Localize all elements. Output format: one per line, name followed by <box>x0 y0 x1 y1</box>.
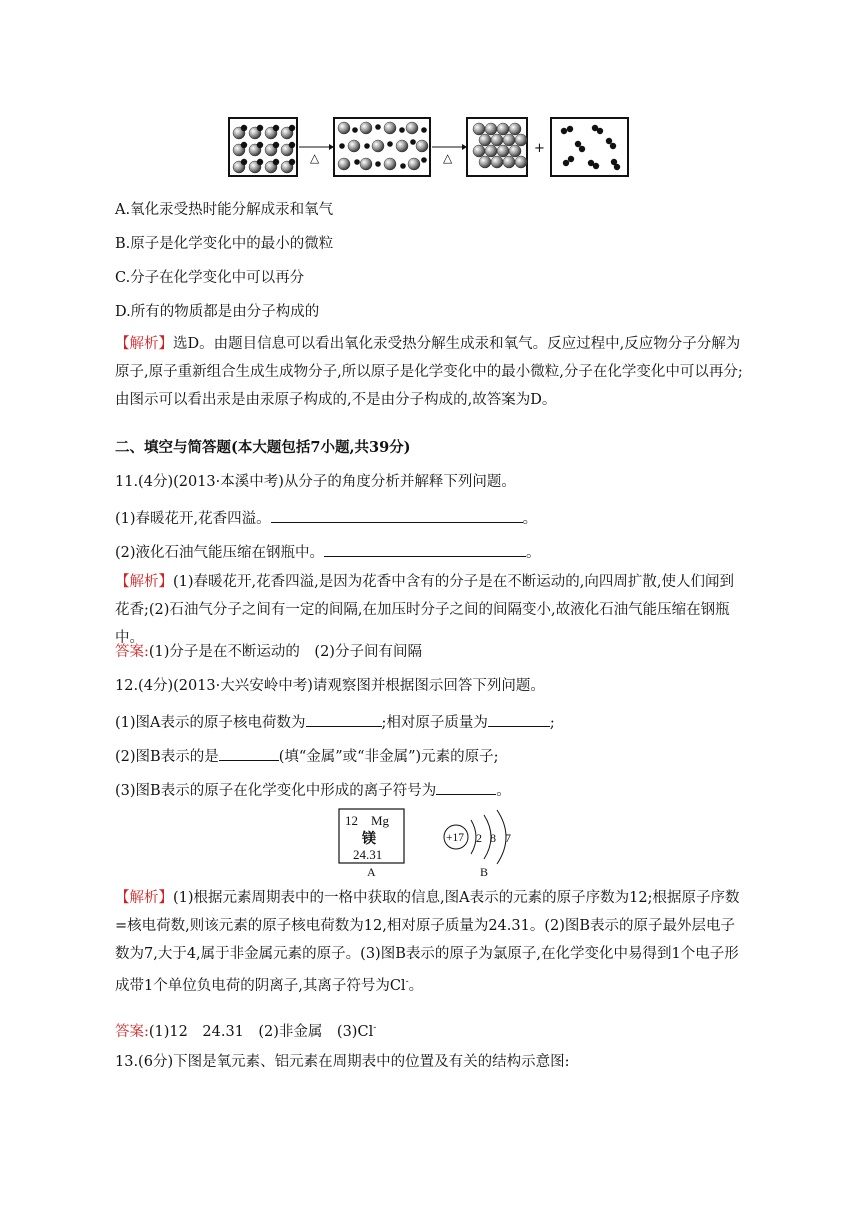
q12-analysis-sup: - <box>405 977 409 987</box>
oxygen-atom <box>289 159 295 165</box>
reaction-diagram <box>226 116 636 182</box>
mercury-atom <box>515 156 527 168</box>
oxygen-atom <box>241 142 247 148</box>
analysis-tag: 【解析】 <box>115 890 173 906</box>
q11-part1-text: (1)春暖花开,花香四溢。 <box>115 511 271 527</box>
oxygen-atom <box>257 142 263 148</box>
option-d: D.所有的物质都是由分子构成的 <box>115 304 320 320</box>
mercury-atom <box>491 156 503 168</box>
q12-blank-3[interactable] <box>219 744 279 761</box>
q11-part1 <box>115 506 537 529</box>
mercury-atom <box>497 145 509 157</box>
atomic-number: 12 <box>345 813 358 828</box>
q11-part2 <box>115 540 541 563</box>
q11-stem: 11.(4分)(2013·本溪中考)从分子的角度分析并解释下列问题。 <box>115 474 516 490</box>
analysis-tag: 【解析】 <box>115 336 173 352</box>
oxygen-atom <box>399 127 405 133</box>
element-name: 镁 <box>362 831 376 847</box>
figure-b-label: B <box>480 865 489 878</box>
q13-stem: 13.(6分)下图是氧元素、铝元素在周期表中的位置及有关的结构示意图: <box>115 1054 570 1070</box>
q10-analysis-text: 选D。由题目信息可以看出氧化汞受热分解生成汞和氧气。反应过程中,反应物分子分解为原子,原子重新组合生成生成物分子,所以原子是化学变化中的最小微粒,分子在化学变化中可以再分;由图示可以看出汞是由汞原子构成的,不是由分子构成的,故答案为D。 <box>115 336 743 408</box>
oxygen-atom <box>241 125 247 131</box>
q12-part1-text-a: (1)图A表示的原子核电荷数为 <box>115 715 306 731</box>
q12-analysis-end: 。 <box>408 977 424 994</box>
q11-blank-1[interactable] <box>271 506 523 523</box>
box-oxygen <box>551 118 628 176</box>
oxygen-atom <box>289 142 295 148</box>
oxygen-atom <box>400 163 406 169</box>
q12-part3-text-a: (3)图B表示的原子在化学变化中形成的离子符号为 <box>115 783 437 799</box>
q11-analysis-text: (1)春暖花开,花香四溢,是因为花香中含有的分子是在不断运动的,向四周扩散,使人们闻到花香;(2)石油气分子之间有一定的间隔,在加压时分子之间的间隔变小,故液化石油气能压缩在钢瓶中。 <box>115 574 734 646</box>
box-reactant <box>229 118 297 176</box>
mercury-atom <box>515 134 527 146</box>
q12-part1 <box>115 710 555 733</box>
atomic-mass: 24.31 <box>353 847 383 862</box>
box-atoms <box>334 118 430 176</box>
q11-analysis <box>115 568 745 652</box>
oxygen-atom <box>375 161 381 167</box>
q12-blank-2[interactable] <box>488 710 550 727</box>
q12-part1-text-c: ; <box>549 715 555 731</box>
mercury-atom <box>485 123 497 135</box>
mercury-atom <box>473 123 485 135</box>
oxygen-atom <box>354 159 360 165</box>
q12-answer-text: (1)12 24.31 (2)非金属 (3)Cl <box>148 1023 374 1040</box>
section-title: 二、填空与简答题(本大题包括7小题,共39分) <box>115 439 411 456</box>
mercury-atom <box>384 158 396 170</box>
q11-part1-end: 。 <box>522 511 538 527</box>
q11-answer-text: (1)分子是在不断运动的 (2)分子间有间隔 <box>148 644 422 660</box>
answer-label: 答案: <box>115 644 149 660</box>
q12-answer <box>115 1018 376 1042</box>
q12-figure <box>338 808 538 878</box>
mercury-atom <box>396 140 408 152</box>
shell-2-electrons: 8 <box>490 831 496 845</box>
q11-part2-text: (2)液化石油气能压缩在钢瓶中。 <box>115 545 325 561</box>
oxygen-atom <box>273 142 279 148</box>
q11-answer <box>115 642 422 662</box>
mercury-atom <box>485 145 497 157</box>
q10-analysis <box>115 330 745 414</box>
mercury-atom <box>360 158 372 170</box>
figure-a-element-cell <box>339 809 404 863</box>
q12-part2 <box>115 744 499 767</box>
mercury-atom <box>408 158 420 170</box>
oxygen-atom <box>289 125 295 131</box>
mercury-atom <box>338 122 350 134</box>
oxygen-atom <box>352 127 358 133</box>
q12-part3 <box>115 778 511 801</box>
q12-answer-sup: - <box>373 1023 377 1033</box>
q12-part2-text-b: (填“金属”或“非金属”)元素的原子; <box>278 749 499 765</box>
analysis-tag: 【解析】 <box>115 574 173 590</box>
oxygen-atom <box>241 159 247 165</box>
oxygen-atom <box>257 125 263 131</box>
oxygen-atom <box>273 125 279 131</box>
mercury-atom <box>497 123 509 135</box>
q12-part3-text-b: 。 <box>496 783 511 799</box>
mercury-atom <box>491 134 503 146</box>
oxygen-atom <box>364 143 370 149</box>
q12-part2-text-a: (2)图B表示的是 <box>115 749 219 765</box>
q12-stem: 12.(4分)(2013·大兴安岭中考)请观察图并根据图示回答下列问题。 <box>115 678 545 694</box>
option-c: C.分子在化学变化中可以再分 <box>115 270 305 286</box>
mercury-atom <box>503 156 515 168</box>
mercury-atom <box>509 123 521 135</box>
plus-sign: + <box>534 141 545 156</box>
oxygen-atom <box>257 159 263 165</box>
mercury-atom <box>416 140 428 152</box>
nucleus-charge: +17 <box>446 832 464 844</box>
mercury-atom <box>479 156 491 168</box>
oxygen-atom <box>421 157 427 163</box>
oxygen-atom <box>339 143 345 149</box>
mercury-atom <box>479 134 491 146</box>
oxygen-atom <box>387 141 393 147</box>
mercury-atom <box>348 140 360 152</box>
q12-part1-text-b: ;相对原子质量为 <box>381 715 488 731</box>
q11-part2-end: 。 <box>526 545 541 561</box>
oxygen-atom <box>410 139 416 145</box>
oxygen-atom <box>421 127 427 133</box>
mercury-atom <box>338 158 350 170</box>
answer-label: 答案: <box>115 1023 149 1040</box>
oxygen-atom <box>273 159 279 165</box>
heat-symbol-2: △ <box>443 151 453 165</box>
q12-analysis <box>115 884 745 1000</box>
mercury-atom <box>406 122 418 134</box>
mercury-atom <box>509 145 521 157</box>
shell-3-electrons: 7 <box>505 831 511 845</box>
figure-b-atom-structure <box>444 810 511 864</box>
option-a: A.氧化汞受热时能分解成汞和氧气 <box>115 202 334 218</box>
element-symbol: Mg <box>371 813 390 828</box>
arrow-2 <box>432 144 467 165</box>
mercury-atom <box>372 140 384 152</box>
shell-1-electrons: 2 <box>476 831 482 845</box>
q12-blank-1[interactable] <box>306 710 382 727</box>
q11-blank-2[interactable] <box>324 540 526 557</box>
q12-analysis-text: (1)根据元素周期表中的一格中获取的信息,图A表示的元素的原子序数为12;根据原子序数=核电荷数,则该元素的原子核电荷数为12,相对原子质量为24.31。(2)图B表示的原子最外层电子数为7,大于4,属于非金属元素的原子。(3)图B表示的原子为氯原子,在化学变化中易得到1个电子形成带1个单位负电荷的阴离子,其离子符号为Cl <box>115 890 740 994</box>
arrow-1 <box>299 144 334 165</box>
mercury-atom <box>503 134 515 146</box>
mercury-atom <box>473 145 485 157</box>
heat-symbol-1: △ <box>310 151 320 165</box>
figure-a-label: A <box>367 865 376 878</box>
oxygen-atom <box>375 124 381 130</box>
q12-blank-4[interactable] <box>436 778 496 795</box>
option-b: B.原子是化学变化中的最小的微粒 <box>115 236 334 252</box>
box-mercury <box>467 118 527 176</box>
mercury-atom <box>384 122 396 134</box>
mercury-atom <box>360 122 372 134</box>
